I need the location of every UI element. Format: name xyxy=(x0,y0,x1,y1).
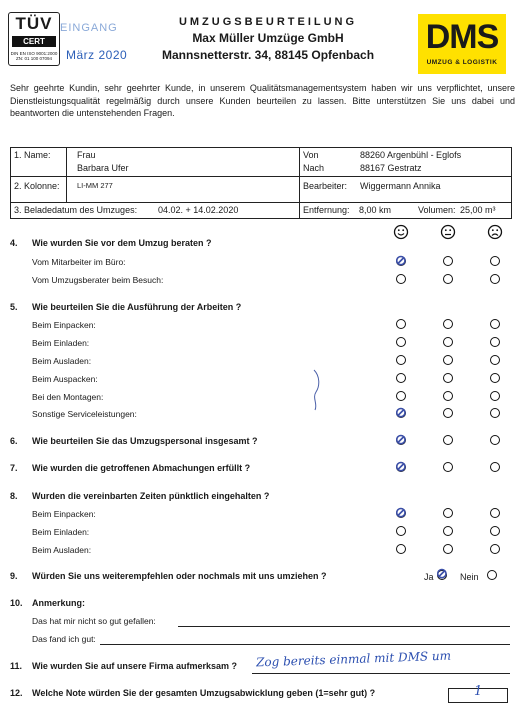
received-stamp-date: März 2020 xyxy=(66,48,128,62)
q5-ausladen-option-sad[interactable] xyxy=(490,355,500,365)
von-label: Von xyxy=(303,150,319,160)
q5-item-sonstige: Sonstige Serviceleistungen: xyxy=(32,409,137,419)
q5-item-ausladen: Beim Ausladen: xyxy=(32,356,92,366)
q6-check-mark: ⊘ xyxy=(395,431,407,447)
dms-logo xyxy=(418,14,506,74)
q10-item-gut: Das fand ich gut: xyxy=(32,634,96,644)
q8-number: 8. xyxy=(10,491,18,501)
q9-text: Würden Sie uns weiterempfehlen oder nochmals mit uns umziehen ? xyxy=(32,571,327,581)
q9-ja-check-mark: ⊘ xyxy=(436,565,448,581)
q4-besuch-option-happy[interactable] xyxy=(396,274,406,284)
q4-buero-option-sad[interactable] xyxy=(490,256,500,266)
nach-label: Nach xyxy=(303,163,325,173)
volumen-label: Volumen: xyxy=(418,205,456,215)
q11-text: Wie wurden Sie auf unsere Firma aufmerksam ? xyxy=(32,661,237,671)
q5-auspacken-option-happy[interactable] xyxy=(396,373,406,383)
q9-nein-label: Nein xyxy=(460,572,479,582)
q10-number: 10. xyxy=(10,598,23,608)
q6-number: 6. xyxy=(10,436,18,446)
q5-ausladen-option-neutral[interactable] xyxy=(443,355,453,365)
q5-item-einladen: Beim Einladen: xyxy=(32,338,90,348)
q8-ausladen-option-neutral[interactable] xyxy=(443,544,453,554)
q8-einladen-option-happy[interactable] xyxy=(396,526,406,536)
q5-auspacken-option-sad[interactable] xyxy=(490,373,500,383)
table-divider xyxy=(11,176,511,177)
q7-number: 7. xyxy=(10,463,18,473)
volumen-value: 25,00 m³ xyxy=(460,205,496,215)
q5-einpacken-option-sad[interactable] xyxy=(490,319,500,329)
q4-item-besuch: Vom Umzugsberater beim Besuch: xyxy=(32,275,164,285)
company-address: Mannsnetterstr. 34, 88145 Opfenbach xyxy=(161,48,375,62)
q5-sonstige-option-neutral[interactable] xyxy=(443,408,453,418)
q10-answer-line-1[interactable] xyxy=(178,626,510,627)
q4-buero-check-mark: ⊘ xyxy=(395,252,407,268)
handwritten-scribble xyxy=(306,368,326,412)
q6-text: Wie beurteilen Sie das Umzugspersonal insgesamt ? xyxy=(32,436,258,446)
customer-name: Barbara Ufer xyxy=(77,163,129,173)
q9-ja-label: Ja xyxy=(424,572,434,582)
q8-einladen-option-neutral[interactable] xyxy=(443,526,453,536)
smiley-happy-icon xyxy=(395,226,408,239)
tuv-logo-line3: DIN EN ISO 9001:2000 ZN: 01 100 07094 xyxy=(10,51,58,61)
q5-auspacken-option-neutral[interactable] xyxy=(443,373,453,383)
q5-sonstige-check-mark: ⊘ xyxy=(395,404,407,420)
dms-logo-main: DMS xyxy=(425,18,499,56)
q8-einpacken-option-sad[interactable] xyxy=(490,508,500,518)
q7-text: Wie wurden die getroffenen Abmachungen erfüllt ? xyxy=(32,463,251,473)
q11-number: 11. xyxy=(10,661,23,671)
q6-option-sad[interactable] xyxy=(490,435,500,445)
q7-option-neutral[interactable] xyxy=(443,462,453,472)
von-value: 88260 Argenbühl - Eglofs xyxy=(360,150,462,160)
q4-besuch-option-sad[interactable] xyxy=(490,274,500,284)
name-salutation: Frau xyxy=(77,150,96,160)
nach-value: 88167 Gestratz xyxy=(360,163,422,173)
name-label: 1. Name: xyxy=(14,150,51,160)
q8-ausladen-option-happy[interactable] xyxy=(396,544,406,554)
q7-check-mark: ⊘ xyxy=(395,458,407,474)
q8-einladen-option-sad[interactable] xyxy=(490,526,500,536)
q5-item-einpacken: Beim Einpacken: xyxy=(32,320,96,330)
kolonne-label: 2. Kolonne: xyxy=(14,181,60,191)
q5-montagen-option-happy[interactable] xyxy=(396,391,406,401)
q9-nein-option[interactable] xyxy=(487,570,497,580)
q8-item-einpacken: Beim Einpacken: xyxy=(32,509,96,519)
q6-option-neutral[interactable] xyxy=(443,435,453,445)
bearbeiter-label: Bearbeiter: xyxy=(303,181,348,191)
q5-ausladen-option-happy[interactable] xyxy=(396,355,406,365)
tuv-cert-logo xyxy=(8,12,60,66)
q5-einladen-option-happy[interactable] xyxy=(396,337,406,347)
q5-einladen-option-sad[interactable] xyxy=(490,337,500,347)
dms-logo-sub: UMZUG & LOGISTIK xyxy=(426,59,498,66)
intro-text: Sehr geehrte Kundin, sehr geehrter Kunde, in unserem Qualitätsmanagementsystem haben wir uns verpflichtet, unsere Dienstleistungsqualität regelmäßig durch unsere Kunden beurteilen zu lassen. Bitte unterstützen Sie uns dabei und beantworten die untenstehenden Fragen. xyxy=(10,83,515,118)
q5-text: Wie beurteilen Sie die Ausführung der Arbeiten ? xyxy=(32,302,242,312)
q4-item-buero: Vom Mitarbeiter im Büro: xyxy=(32,257,126,267)
beladedatum-value: 04.02. + 14.02.2020 xyxy=(158,205,239,215)
kolonne-value: LI-MM 277 xyxy=(77,181,113,190)
q9-number: 9. xyxy=(10,571,18,581)
q8-item-einladen: Beim Einladen: xyxy=(32,527,90,537)
bearbeiter-value: Wiggermann Annika xyxy=(360,181,441,191)
document-title: UMZUGSBEURTEILUNG xyxy=(178,16,358,28)
q12-text: Welche Note würden Sie der gesamten Umzugsabwicklung geben (1=sehr gut) ? xyxy=(32,688,376,698)
q8-ausladen-option-sad[interactable] xyxy=(490,544,500,554)
tuv-logo-line2: CERT xyxy=(12,36,56,47)
q8-einpacken-option-neutral[interactable] xyxy=(443,508,453,518)
q5-montagen-option-neutral[interactable] xyxy=(443,391,453,401)
q5-number: 5. xyxy=(10,302,18,312)
beladedatum-label: 3. Beladedatum des Umzuges: xyxy=(14,205,138,215)
q8-text: Wurden die vereinbarten Zeiten pünktlich eingehalten ? xyxy=(32,491,270,501)
rating-scale-header xyxy=(392,224,512,240)
q4-buero-option-neutral[interactable] xyxy=(443,256,453,266)
received-stamp: EINGANG xyxy=(60,22,118,34)
q4-number: 4. xyxy=(10,238,18,248)
table-divider xyxy=(299,148,300,202)
q11-handwritten-answer: Zog bereits einmal mit DMS um xyxy=(255,648,452,670)
q10-text: Anmerkung: xyxy=(32,598,86,608)
q5-montagen-option-sad[interactable] xyxy=(490,391,500,401)
q4-text: Wie wurden Sie vor dem Umzug beraten ? xyxy=(32,238,212,248)
q5-einladen-option-neutral[interactable] xyxy=(443,337,453,347)
tuv-logo-line1: TÜV xyxy=(15,14,53,33)
customer-info-table xyxy=(10,147,512,219)
q10-item-nicht-gut: Das hat mir nicht so gut gefallen: xyxy=(32,616,156,626)
q5-item-auspacken: Beim Auspacken: xyxy=(32,374,98,384)
smiley-neutral-icon xyxy=(442,226,455,239)
smiley-sad-icon xyxy=(489,226,502,239)
q8-einpacken-check-mark: ⊘ xyxy=(395,504,407,520)
q5-sonstige-option-sad[interactable] xyxy=(490,408,500,418)
q5-einpacken-option-happy[interactable] xyxy=(396,319,406,329)
q5-item-montagen: Bei den Montagen: xyxy=(32,392,104,402)
table-divider xyxy=(299,202,300,219)
entfernung-value: 8,00 km xyxy=(359,205,392,215)
q12-handwritten-grade: 1 xyxy=(474,684,483,699)
q4-besuch-option-neutral[interactable] xyxy=(443,274,453,284)
q12-number: 12. xyxy=(10,688,23,698)
entfernung-label: Entfernung: xyxy=(303,205,350,215)
q7-option-sad[interactable] xyxy=(490,462,500,472)
q11-answer-line[interactable] xyxy=(252,673,510,674)
table-divider xyxy=(11,202,511,203)
q10-answer-line-2[interactable] xyxy=(100,644,510,645)
q5-einpacken-option-neutral[interactable] xyxy=(443,319,453,329)
table-divider xyxy=(66,148,67,202)
q8-item-ausladen: Beim Ausladen: xyxy=(32,545,92,555)
company-name: Max Müller Umzüge GmbH xyxy=(192,31,344,45)
